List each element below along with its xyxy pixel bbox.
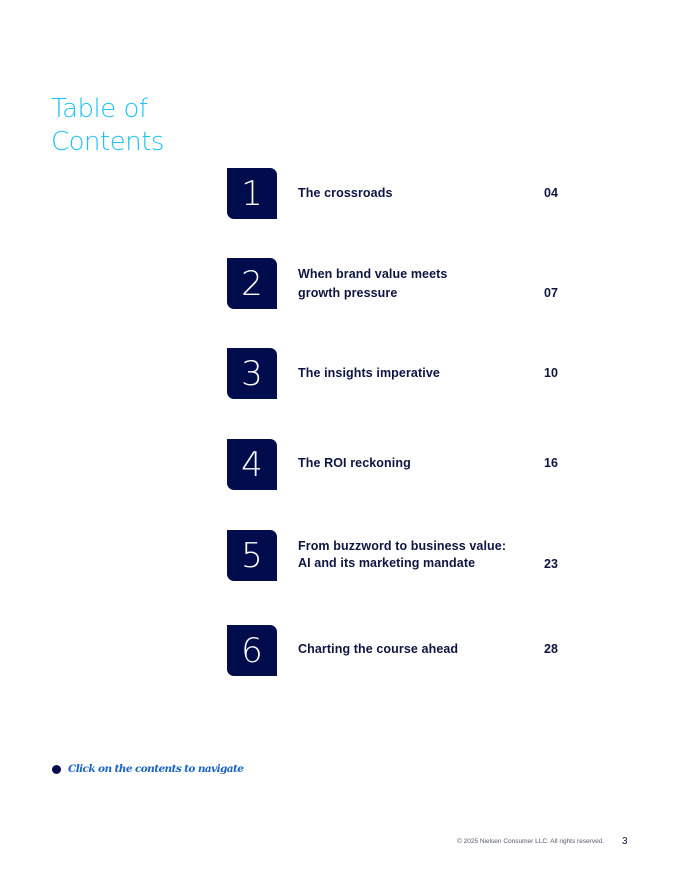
toc-page-number: 04 (544, 186, 558, 200)
toc-number-box: 6 (227, 625, 277, 676)
toc-entry-title-line: From buzzword to business value: (298, 539, 507, 553)
bullet-dot-icon (52, 765, 61, 774)
toc-entry-title (298, 364, 508, 383)
toc-entry-title-line: Charting the course ahead (298, 642, 459, 656)
toc-entry-title-line: The ROI reckoning (298, 456, 411, 470)
toc-number-box: 2 (227, 258, 277, 309)
toc-number-box: 1 (227, 168, 277, 219)
toc-entry-title-line: The crossroads (298, 186, 393, 200)
toc-page-number: 23 (544, 557, 558, 571)
toc-page-number: 16 (544, 456, 558, 470)
toc-entry-title (298, 538, 508, 572)
toc-entry-title-line: When brand value meets (298, 267, 448, 281)
toc-entry-5[interactable] (227, 530, 567, 581)
toc-entry-title (298, 640, 508, 659)
toc-entry-title (298, 184, 508, 203)
toc-number-box: 5 (227, 530, 277, 581)
toc-entry-title-line: AI and its marketing mandate (298, 556, 476, 570)
toc-number-box: 3 (227, 348, 277, 399)
toc-entry-title-line: growth pressure (298, 286, 398, 300)
toc-entry-title-line: The insights imperative (298, 366, 440, 380)
toc-page-number: 10 (544, 366, 558, 380)
toc-entry-3[interactable] (227, 348, 567, 399)
toc-page-number: 28 (544, 642, 558, 656)
toc-entry-6[interactable] (227, 625, 567, 676)
page-title-line-2: Contents (51, 127, 164, 157)
page-title (51, 93, 251, 159)
toc-entry-title (298, 265, 508, 303)
toc-number-box: 4 (227, 439, 277, 490)
page-number: 3 (622, 836, 628, 847)
toc-entry-4[interactable] (227, 439, 567, 490)
toc-page-number: 07 (544, 286, 558, 300)
toc-entry-1[interactable] (227, 168, 567, 219)
navigate-hint (52, 763, 243, 775)
navigate-hint-text: Click on the contents to navigate (68, 763, 244, 775)
page-title-line-1: Table of (51, 94, 148, 124)
copyright-notice: © 2025 Nielsen Consumer LLC. All rights reserved. (457, 838, 605, 845)
toc-entry-title (298, 454, 508, 473)
toc-entry-2[interactable] (227, 258, 567, 309)
